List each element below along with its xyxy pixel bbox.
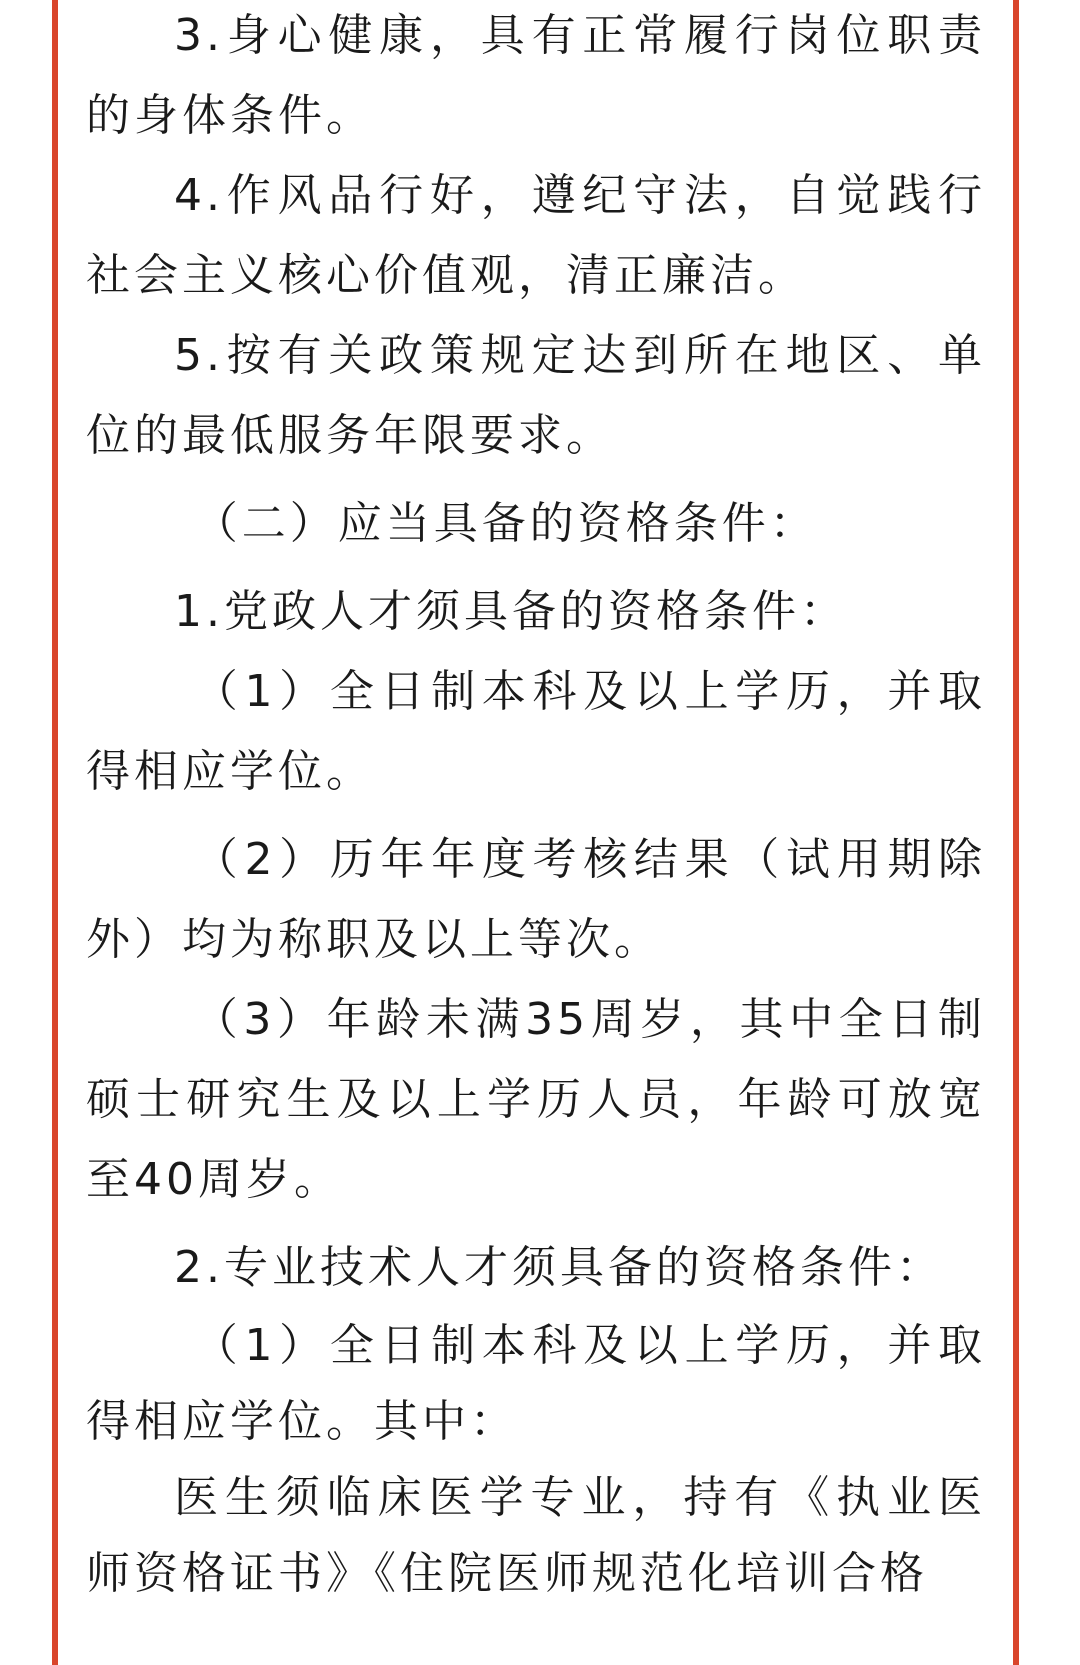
- item-assessment: （2）历年年度考核结果（试用期除外）均为称职及以上等次。: [86, 834, 986, 965]
- left-red-border: [52, 0, 58, 1665]
- item-degree: （1）全日制本科及以上学历，并取得相应学位。: [86, 666, 986, 797]
- item-professional-degree: （1）全日制本科及以上学历，并取得相应学位。其中：: [86, 1320, 986, 1447]
- right-red-border: [1013, 0, 1019, 1665]
- section-heading-qualifications: （二）应当具备的资格条件：: [193, 498, 818, 549]
- item-doctor-requirement: 医生须临床医学专业，持有《执业医师资格证书》《住院医师规范化培训合格: [86, 1472, 986, 1599]
- subsection-heading-professional: 2.专业技术人才须具备的资格条件：: [174, 1242, 944, 1293]
- paragraph-health: 3.身心健康，具有正常履行岗位职责的身体条件。: [86, 10, 986, 141]
- paragraph-service-years: 5.按有关政策规定达到所在地区、单位的最低服务年限要求。: [86, 330, 986, 461]
- paragraph-conduct: 4.作风品行好，遵纪守法，自觉践行社会主义核心价值观，清正廉洁。: [86, 170, 986, 301]
- item-age: （3）年龄未满35周岁，其中全日制硕士研究生及以上学历人员，年龄可放宽至40周岁。: [86, 994, 986, 1205]
- document-body: [86, 0, 986, 1612]
- subsection-heading-party-government: 1.党政人才须具备的资格条件：: [174, 586, 848, 637]
